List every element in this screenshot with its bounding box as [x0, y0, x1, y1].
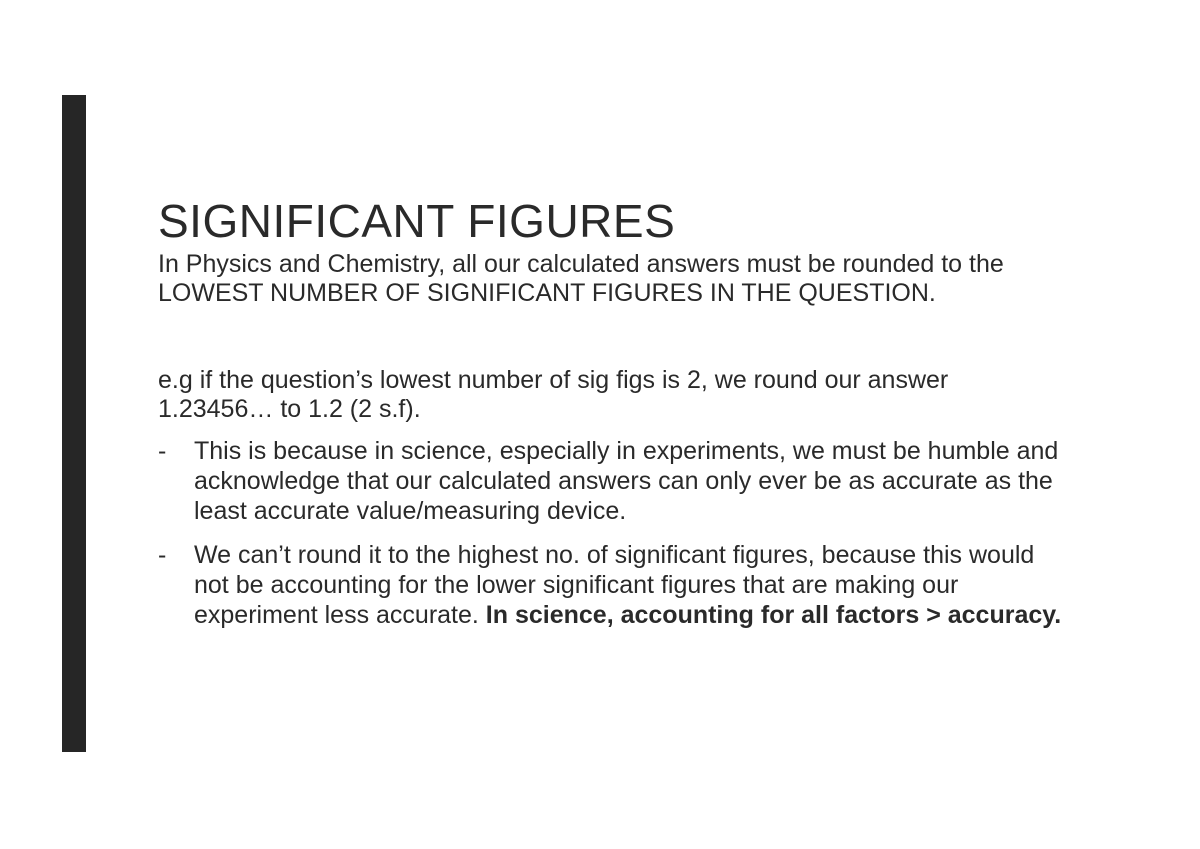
slide-content — [158, 194, 1068, 644]
example-paragraph: e.g if the question’s lowest number of sig figs is 2, we round our answer 1.23456… to 1.2 (2 s.f). — [158, 366, 949, 423]
bullet-dash: - — [158, 541, 167, 569]
bullet-list — [158, 436, 1068, 630]
bullet-dash: - — [158, 437, 167, 465]
bullet-text: This is because in science, especially in experiments, we must be humble and acknowledge that our calculated answers can only ever be as accurate as the least accurate value/measuring device. — [194, 437, 1059, 525]
intro-paragraph: In Physics and Chemistry, all our calculated answers must be rounded to the LOWEST NUMBER OF SIGNIFICANT FIGURES IN THE QUESTION. — [158, 250, 1004, 307]
bullet-bold-text: In science, accounting for all factors > accuracy. — [485, 601, 1062, 629]
slide-title: SIGNIFICANT FIGURES — [158, 195, 676, 247]
bullet-text: We can’t round it to the highest no. of significant figures, because this would not be accounting for the lower significant figures that are making our experiment less accurate. — [194, 541, 1035, 629]
bullet-point — [158, 540, 1068, 630]
accent-bar — [62, 95, 86, 752]
bullet-point — [158, 436, 1068, 526]
